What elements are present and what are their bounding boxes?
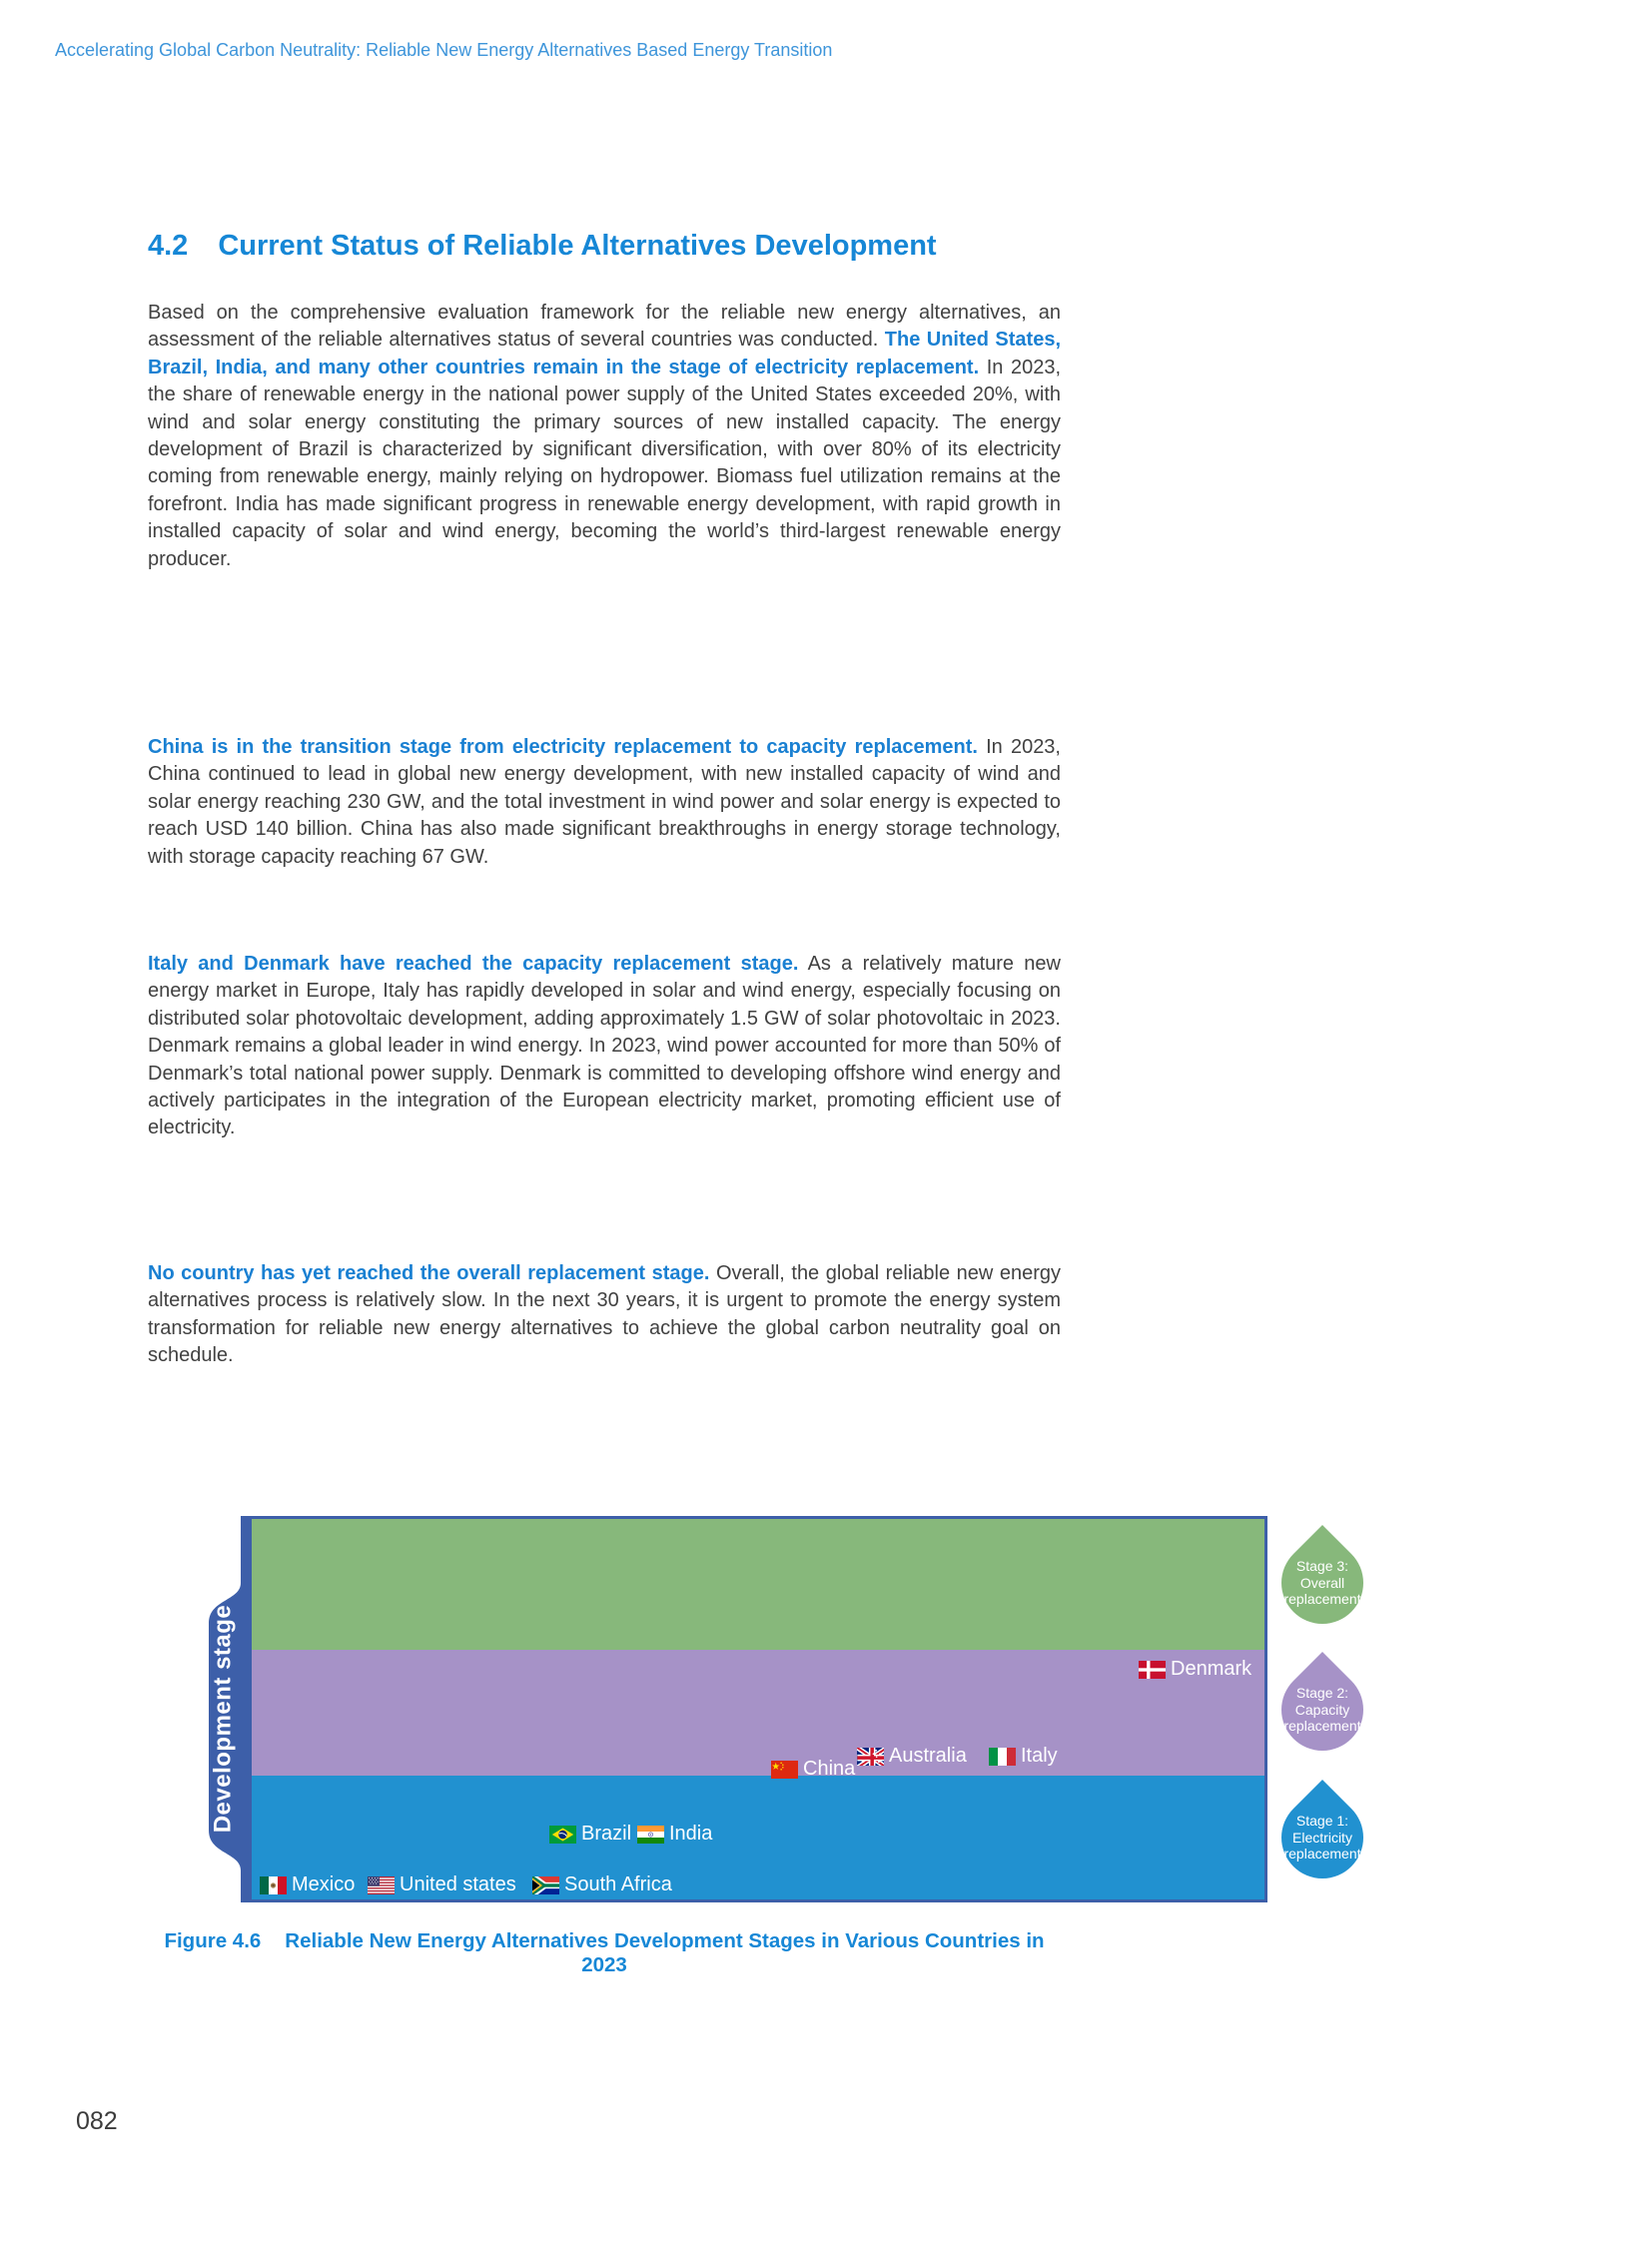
paragraph-text: Overall, the global reliable new energy alternatives process is relatively slow. In the next 30 years, it is urgent to promote the energy system transformation for reliable new energy alternatives to achieve the global carbon neutrality goal on schedule.	[148, 1262, 1061, 1367]
stage-1-badge	[1264, 1780, 1380, 1895]
country-label-india	[637, 1823, 712, 1846]
figure-caption-label: Figure 4.6	[164, 1929, 262, 1952]
country-name: Denmark	[1171, 1658, 1252, 1680]
figure-caption	[148, 1929, 1061, 1977]
country-name: India	[669, 1823, 713, 1845]
paragraph	[148, 734, 1061, 871]
country-name: United states	[400, 1873, 516, 1895]
development-stage-ribbon	[209, 1516, 249, 1902]
section-heading	[148, 230, 937, 263]
paragraph-text: In 2023, China continued to lead in global new energy development, with new installed capacity of wind and solar energy reaching 230 GW, and the total investment in wind power and solar energy is expected to reach USD 140 billion. China has also made significant breakthroughs in energy storage technology, with storage capacity reaching 67 GW.	[148, 736, 1061, 868]
mexico-flag-icon	[260, 1876, 287, 1894]
china-flag-icon	[771, 1761, 798, 1779]
stage-3-badge	[1264, 1525, 1380, 1641]
paragraph-text: In 2023, the share of renewable energy in the national power supply of the United States exceeded 20%, with wind and solar energy constituting the primary sources of new installed capacity. The energy development of Brazil is characterized by significant diversification, with over 80% of its electricity coming from renewable energy, mainly relying on hydropower. Biomass fuel utilization remains at the forefront. India has made significant progress in renewable energy development, with rapid growth in installed capacity of solar and wind energy, becoming the world’s third-largest renewable energy producer.	[148, 356, 1062, 570]
highlighted-sentence: The United States, Brazil, India, and many other countries remain in the stage of electricity replacement.	[148, 329, 1062, 378]
figure-caption-text: Reliable New Energy Alternatives Development Stages in Various Countries in 2023	[285, 1929, 1045, 1976]
brazil-flag-icon	[549, 1826, 576, 1844]
country-name: China	[803, 1758, 856, 1780]
figure-development-stages	[0, 1516, 1652, 1902]
highlighted-sentence: Italy and Denmark have reached the capacity replacement stage.	[148, 953, 799, 975]
paragraph	[148, 1260, 1061, 1370]
italy-flag-icon	[989, 1748, 1016, 1766]
stage-2-badge-label: Stage 2: Capacity replacement	[1283, 1685, 1361, 1735]
stage-2-band	[252, 1650, 1264, 1776]
paragraph	[148, 300, 1061, 573]
stage-1-badge-label: Stage 1: Electricity replacement	[1283, 1813, 1361, 1863]
section-title: Current Status of Reliable Alternatives Development	[218, 230, 937, 262]
highlighted-sentence: No country has yet reached the overall replacement stage.	[148, 1262, 710, 1284]
country-name: South Africa	[564, 1873, 672, 1895]
south_africa-flag-icon	[532, 1876, 559, 1894]
stage-chart	[249, 1516, 1267, 1902]
section-number: 4.2	[148, 230, 189, 262]
page-number: 082	[76, 2107, 118, 2135]
paragraph-text: As a relatively mature new energy market in Europe, Italy has rapidly developed in solar and wind energy, especially focusing on distributed solar photovoltaic development, adding approximately 1.5 GW of solar photovoltaic in 2023. Denmark remains a global leader in wind energy. In 2023, wind power accounted for more than 50% of Denmark’s total national power supply. Denmark is committed to developing offshore wind energy and actively participates in the integration of the European electricity market, promoting efficient use of electricity.	[148, 953, 1061, 1139]
country-label-mexico	[260, 1873, 355, 1896]
country-label-china	[771, 1758, 855, 1781]
usa-flag-icon	[368, 1876, 395, 1894]
highlighted-sentence: China is in the transition stage from electricity replacement to capacity replacement.	[148, 736, 978, 758]
y-axis-label: Development stage	[209, 1604, 237, 1833]
running-header: Accelerating Global Carbon Neutrality: Reliable New Energy Alternatives Based Energy Transition	[55, 40, 833, 60]
stage-2-badge	[1264, 1652, 1380, 1768]
denmark-flag-icon	[1139, 1661, 1166, 1679]
country-label-usa	[368, 1873, 516, 1896]
country-name: Australia	[889, 1745, 967, 1767]
stage-3-band	[252, 1519, 1264, 1650]
country-label-italy	[989, 1745, 1058, 1768]
country-label-australia	[857, 1745, 967, 1768]
australia-flag-icon	[857, 1748, 884, 1766]
country-name: Brazil	[581, 1823, 632, 1845]
india-flag-icon	[637, 1826, 664, 1844]
country-name: Mexico	[292, 1873, 356, 1895]
country-label-south_africa	[532, 1873, 672, 1896]
paragraph-text: Based on the comprehensive evaluation framework for the reliable new energy alternatives, an assessment of the reliable alternatives status of several countries was conducted.	[148, 302, 1061, 352]
country-name: Italy	[1021, 1745, 1058, 1767]
stage-3-badge-label: Stage 3: Overall replacement	[1283, 1558, 1361, 1608]
country-label-denmark	[1139, 1658, 1251, 1681]
country-label-brazil	[549, 1823, 631, 1846]
paragraph	[148, 951, 1061, 1142]
